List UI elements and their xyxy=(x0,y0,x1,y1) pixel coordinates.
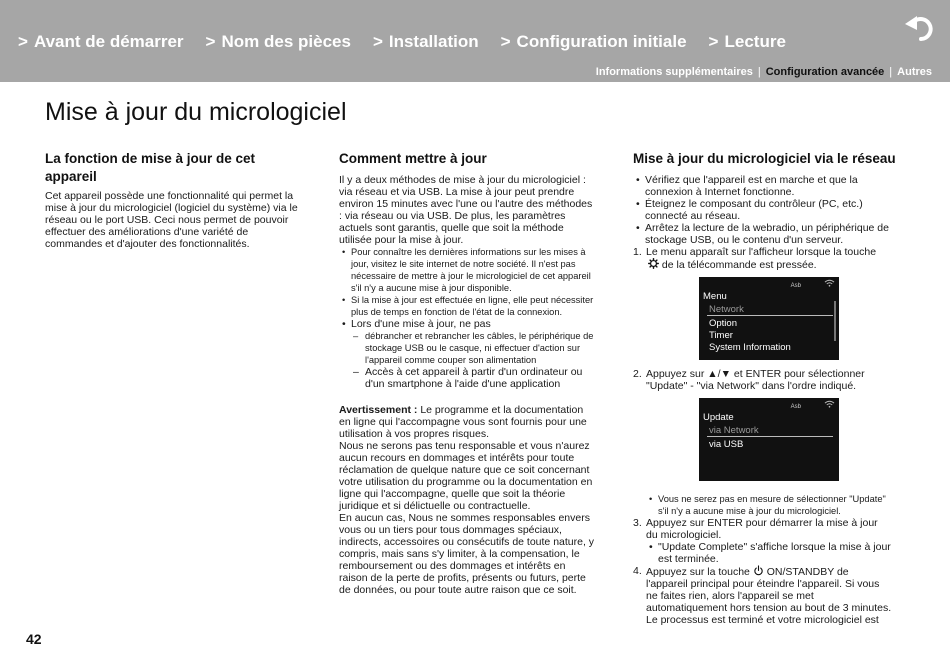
nav-label: Nom des pièces xyxy=(221,32,351,51)
nav-avant-de-demarrer[interactable] xyxy=(18,32,184,52)
text-line: Cet appareil possède une fonctionnalité qui permet la xyxy=(45,190,294,202)
step-4 xyxy=(633,565,908,626)
warning-label: Avertissement : xyxy=(339,404,418,416)
source-indicator: Asb xyxy=(790,283,801,289)
text-line: indirects, accessoires ou consécutifs de toute nature, y xyxy=(339,536,595,548)
text-line: Nous ne serons pas tenu responsable et vous n'aurez xyxy=(339,440,590,452)
text-line: ne faites rien, alors l'appareil se met xyxy=(646,590,814,602)
text-line: automatiquement hors tension au bout de 3 minutes. xyxy=(646,602,892,614)
page-title: Mise à jour du micrologiciel xyxy=(45,98,347,126)
section-heading-update-function xyxy=(45,150,315,186)
osd-item-system-information: System Information xyxy=(709,342,791,353)
gear-icon xyxy=(648,258,659,269)
list-item xyxy=(339,318,614,330)
page-number: 42 xyxy=(26,631,42,647)
text-line: de la télécommande est pressée. xyxy=(659,259,817,271)
text-line: Accès à cet appareil à partir d'un ordinateur ou xyxy=(365,366,583,378)
text-line: du micrologiciel. xyxy=(646,529,722,541)
text-line: Le programme et la documentation xyxy=(417,404,584,416)
column-update-function xyxy=(45,150,315,250)
text-line: stockage USB ou le casque, ni effectuer d'action sur xyxy=(365,343,581,353)
text-line: d'un smartphone à l'aide d'une application xyxy=(365,378,561,390)
top-navigation-bar xyxy=(0,0,950,82)
nav-prefix: > xyxy=(500,32,511,51)
text-line: de données, ou pour toute autre raison que ce soit. xyxy=(339,584,577,596)
nav-label: Avant de démarrer xyxy=(33,32,184,51)
text-line: commandes et d'ajouter des fonctionnalités. xyxy=(45,238,250,250)
text-line: Le menu apparaît sur l'afficheur lorsque la touche xyxy=(646,246,877,258)
nav-nom-des-pieces[interactable] xyxy=(206,32,351,52)
text-line: Il y a deux méthodes de mise à jour du micrologiciel : xyxy=(339,174,586,186)
osd-item-via-usb: via USB xyxy=(709,439,744,450)
step-2 xyxy=(633,368,908,392)
text-line: utilisation à vos propres risques. xyxy=(339,428,489,440)
step-number: 2. xyxy=(633,368,642,380)
osd-title: Menu xyxy=(703,291,727,302)
note-item xyxy=(633,493,908,517)
source-indicator: Asb xyxy=(790,404,801,410)
sub-nav xyxy=(596,66,932,78)
nav-label: Configuration initiale xyxy=(516,32,687,51)
subnav-separator: | xyxy=(757,66,761,78)
step-number: 4. xyxy=(633,565,642,577)
nav-configuration-initiale[interactable] xyxy=(501,32,687,52)
text-line: débrancher et rebrancher les câbles, le périphérique de xyxy=(365,331,594,341)
osd-scrollbar xyxy=(834,301,836,341)
text-line: juridique et si délictuelle ou contractuelle. xyxy=(339,500,531,512)
text-line: vous ou un tiers pour tous dommages spéciaux, xyxy=(339,524,562,536)
text-line: utilisée pour la mise à jour. xyxy=(339,234,464,246)
text-line: Pour connaître les dernières informations sur les mises à xyxy=(351,247,586,257)
nav-prefix: > xyxy=(205,32,216,51)
text-line: est terminée. xyxy=(658,553,719,565)
text-line: "Update" - "via Network" dans l'ordre indiqué. xyxy=(646,380,857,392)
nav-prefix: > xyxy=(708,32,719,51)
list-item xyxy=(339,330,614,366)
nav-lecture[interactable] xyxy=(709,32,786,52)
list-item xyxy=(633,174,908,198)
text-line: votre utilisation du programme ou la documentation en xyxy=(339,476,593,488)
main-nav xyxy=(18,32,808,52)
text-line: Appuyez sur ▲/▼ et ENTER pour sélectionner xyxy=(646,368,865,380)
text-line: nécessaire de mettre à jour le micrologiciel de cet appareil xyxy=(351,271,591,281)
osd-item-option: Option xyxy=(709,318,737,329)
text-line: l'appareil comme couper son alimentation xyxy=(365,355,537,365)
text-line: compris, mais sans s'y limiter, à la compensation, le xyxy=(339,548,580,560)
text-line: connecté au réseau. xyxy=(645,210,741,222)
power-icon xyxy=(753,565,764,576)
column-network-update xyxy=(633,150,908,626)
text-line: l'appareil principal pour éteindre l'appareil. Si vous xyxy=(646,578,880,590)
list-item xyxy=(339,366,614,390)
text-line: Éteignez le composant du contrôleur (PC, etc.) xyxy=(645,198,863,210)
wifi-icon xyxy=(824,279,835,287)
list-item xyxy=(339,246,614,294)
subnav-autres[interactable]: Autres xyxy=(897,66,932,78)
step-1 xyxy=(633,246,908,271)
text-line: Lors d'une mise à jour, ne pas xyxy=(351,318,491,330)
heading-line: La fonction de mise à jour de cet xyxy=(45,151,256,166)
section-heading-network-update: Mise à jour du micrologiciel via le réseau xyxy=(633,151,896,166)
text-line: ON/STANDBY de xyxy=(763,566,849,578)
text-line: "Update Complete" s'affiche lorsque la mise à jour xyxy=(658,541,891,553)
text-line: environ 15 minutes avec l'une ou l'autre des méthodes xyxy=(339,198,593,210)
nav-prefix: > xyxy=(372,32,383,51)
nav-label: Installation xyxy=(388,32,479,51)
text-line: Le processus est terminé et votre micrologiciel est xyxy=(646,614,879,626)
column-how-to-update xyxy=(339,150,614,596)
text-line: : via réseau ou via USB. De plus, les paramètres xyxy=(339,210,566,222)
osd-selection-line xyxy=(707,315,833,316)
text-line: s'il n'y a aucune mise à jour du micrologiciel. xyxy=(658,506,841,516)
nav-label: Lecture xyxy=(724,32,786,51)
osd-item-timer: Timer xyxy=(709,330,733,341)
osd-selection-line xyxy=(707,436,833,437)
osd-item-via-network: via Network xyxy=(709,425,759,436)
section-heading-how-to-update: Comment mettre à jour xyxy=(339,151,487,166)
subnav-separator: | xyxy=(889,66,893,78)
text-line: Appuyez sur la touche xyxy=(646,566,753,578)
display-update-screen xyxy=(699,398,839,481)
step-number: 3. xyxy=(633,517,642,529)
osd-item-network: Network xyxy=(709,304,744,315)
nav-installation[interactable] xyxy=(373,32,479,52)
text-line: remboursement ou des dommages et intérêts en xyxy=(339,560,566,572)
nav-prefix: > xyxy=(18,32,28,51)
display-menu-screen xyxy=(699,277,839,360)
text-line: actuels sont garantis, quelle que soit la méthode xyxy=(339,222,564,234)
text-line: via réseau et via USB. La mise à jour peut prendre xyxy=(339,186,575,198)
text-line: Si la mise à jour est effectuée en ligne, elle peut nécessiter xyxy=(351,295,594,305)
text-line: plus de temps en fonction de l'état de la connexion. xyxy=(351,307,563,317)
text-line: ligne qui l'accompagne, quelle que soit la théorie xyxy=(339,488,566,500)
subnav-configuration-avancee[interactable]: Configuration avancée xyxy=(765,66,885,78)
text-line: réseau ou le port USB. Ceci nous permet de pouvoir xyxy=(45,214,289,226)
step-number: 1. xyxy=(633,246,642,258)
text-line: Vous ne serez pas en mesure de sélectionner "Update" xyxy=(658,494,886,504)
text-line: aucun recours en dommages et intérêts pour toute xyxy=(339,452,575,464)
subnav-informations-supplementaires[interactable]: Informations supplémentaires xyxy=(595,66,753,78)
text-line: mise à jour du micrologiciel (logiciel du système) via le xyxy=(45,202,298,214)
wifi-icon xyxy=(824,400,835,408)
text-line: raison de la perte de profits, présents ou futurs, perte xyxy=(339,572,586,584)
list-item xyxy=(339,294,614,318)
paragraph-update-function xyxy=(45,190,315,250)
note-item xyxy=(633,541,908,565)
text-line: jour, visitez le site internet de notre société. Il n'est pas xyxy=(351,259,576,269)
step-3 xyxy=(633,517,908,541)
text-line: connexion à Internet fonctionne. xyxy=(645,186,795,198)
return-arrow-icon[interactable] xyxy=(903,12,937,42)
heading-line: appareil xyxy=(45,169,97,184)
text-line: effectuer des améliorations d'une variété de xyxy=(45,226,249,238)
text-line: En aucun cas, Nous ne sommes responsables envers xyxy=(339,512,590,524)
text-line: réclamation de quelque nature que ce soit concernant xyxy=(339,464,590,476)
text-line: Arrêtez la lecture de la webradio, un périphérique de xyxy=(645,222,889,234)
text-line: Vérifiez que l'appareil est en marche et que la xyxy=(645,174,858,186)
osd-title: Update xyxy=(703,412,734,423)
text-line: s'il n'y a aucune mise à jour disponible. xyxy=(351,283,512,293)
list-item xyxy=(633,222,908,246)
text-line: Appuyez sur ENTER pour démarrer la mise à jour xyxy=(646,517,878,529)
paragraph-intro xyxy=(339,174,614,246)
text-line: stockage USB, ou le contenu d'un serveur. xyxy=(645,234,844,246)
text-line: en ligne qui l'accompagne vous sont fournis pour une xyxy=(339,416,587,428)
paragraph-warning xyxy=(339,404,614,596)
list-item xyxy=(633,198,908,222)
